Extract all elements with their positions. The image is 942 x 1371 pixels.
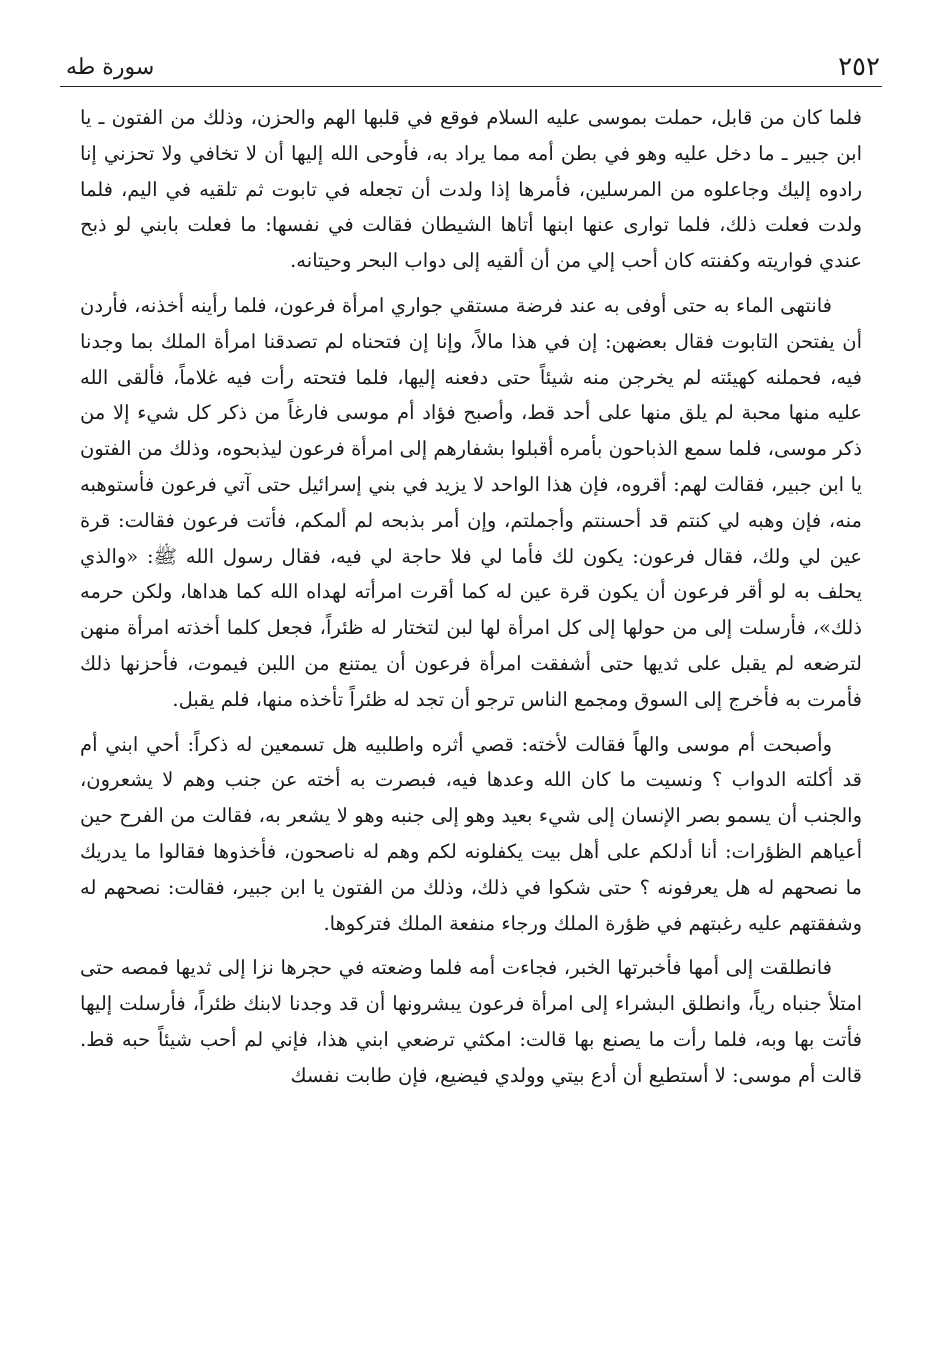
page-body — [80, 100, 862, 1094]
header-divider — [60, 86, 882, 87]
running-title: سورة طه — [66, 55, 155, 80]
paragraph-3: وأصبحت أم موسى والهاً فقالت لأخته: قصي أثره واطلبيه هل تسمعين له ذكراً: أحي ابني أم قد أكلته الدواب ؟ ونسيت ما كان الله وعدها فيه، فبصرت به أخته عن جنب وهم لا يشعرون، والجنب أن يسمو بصر الإنسان إلى شيء بعيد وهو إلى جنبه وهو لا يشعر به، فقالت من الفرح حين أعياهم الظؤرات: أنا أدلكم على أهل بيت يكفلونه لكم وهم له ناصحون، فأخذوها فقالوا ما يدريك ما نصحهم له هل يعرفونه ؟ حتى شكوا في ذلك، وذلك من الفتون يا ابن جبير، فقالت: نصحهم له وشفقتهم عليه رغبتهم في ظؤرة الملك ورجاء منفعة الملك فتركوها. — [80, 732, 862, 935]
paragraph-4: فانطلقت إلى أمها فأخبرتها الخبر، فجاءت أمه فلما وضعته في حجرها نزا إلى ثديها فمصه حتى امتلأ جنباه رياً، وانطلق البشراء إلى امرأة فرعون يبشرونها أن قد وجدنا لابنك ظئراً، فأرسلت إليها فأتت بها وبه، فلما رأت ما يصنع بها قالت: امكثي ترضعي ابني هذا، فإني لم أحب شيئاً حبه قط. قالت أم موسى: لا أستطيع أن أدع بيتي وولدي فيضيع، فإن طابت نفسك — [80, 956, 862, 1087]
paragraph-2: فانتهى الماء به حتى أوفى به عند فرضة مستقي جواري امرأة فرعون، فلما رأينه أخذنه، فأردن أن يفتحن التابوت فقال بعضهن: إن في هذا مالاً، وإنا إن فتحناه لم تصدقنا امرأة الملك بما وجدنا فيه، فحملنه كهيئته لم يخرجن منه شيئاً حتى دفعنه إليها، فلما فتحته رأت فيه غلاماً، فألقى الله عليه منها محبة لم يلق منها على أحد قط، وأصبح فؤاد أم موسى فارغاً من ذكر كل شيء إلا من ذكر موسى، فلما سمع الذباحون بأمره أقبلوا بشفارهم إلى امرأة فرعون ليذبحوه، وذلك من الفتون يا ابن جبير، فقالت لهم: أقروه، فإن هذا الواحد لا يزيد في بني إسرائيل حتى آتي فرعون فأستوهبه منه، فإن وهبه لي كنتم قد أحسنتم وأجملتم، وإن أمر بذبحه لم ألمكم، فأتت فرعون فقالت: قرة عين لي ولك، فقال فرعون: يكون لك فأما لي فلا حاجة لي فيه، فقال رسول الله ﷺ: «والذي يحلف به لو أقر فرعون أن يكون قرة عين له كما أقرت امرأته لهداه الله كما هداها، ولكن حرمه ذلك»، فأرسلت إلى من حولها إلى كل امرأة لها لبن لتختار له ظئراً، فجعل كلما أخذته امرأة منهن لترضعه لم يقبل على ثديها حتى أشفقت امرأة فرعون أن يمتنع من اللبن فيموت، فأحزنها ذلك فأمرت به فأخرج إلى السوق ومجمع الناس ترجو أن تجد له ظئراً تأخذه منها، فلم يقبل. — [80, 293, 862, 711]
page-number: ٢٥٢ — [838, 52, 880, 82]
paragraph-1: فلما كان من قابل، حملت بموسى عليه السلام فوقع في قلبها الهم والحزن، وذلك من الفتون ـ يا ابن جبير ـ ما دخل عليه وهو في بطن أمه مما يراد به، فأوحى الله إليها أن لا تخافي ولا تحزني إنا رادوه إليك وجاعلوه من المرسلين، فأمرها إذا ولدت أن تجعله في تابوت ثم تلقيه في اليم، فلما ولدت فعلت ذلك، فلما توارى عنها ابنها أتاها الشيطان فقالت في نفسها: ما فعلت بابني لو ذبح عندي فواريته وكفنته كان أحب إلي من أن ألقيه إلى دواب البحر وحيتانه. — [80, 106, 862, 273]
page-header — [60, 50, 882, 84]
